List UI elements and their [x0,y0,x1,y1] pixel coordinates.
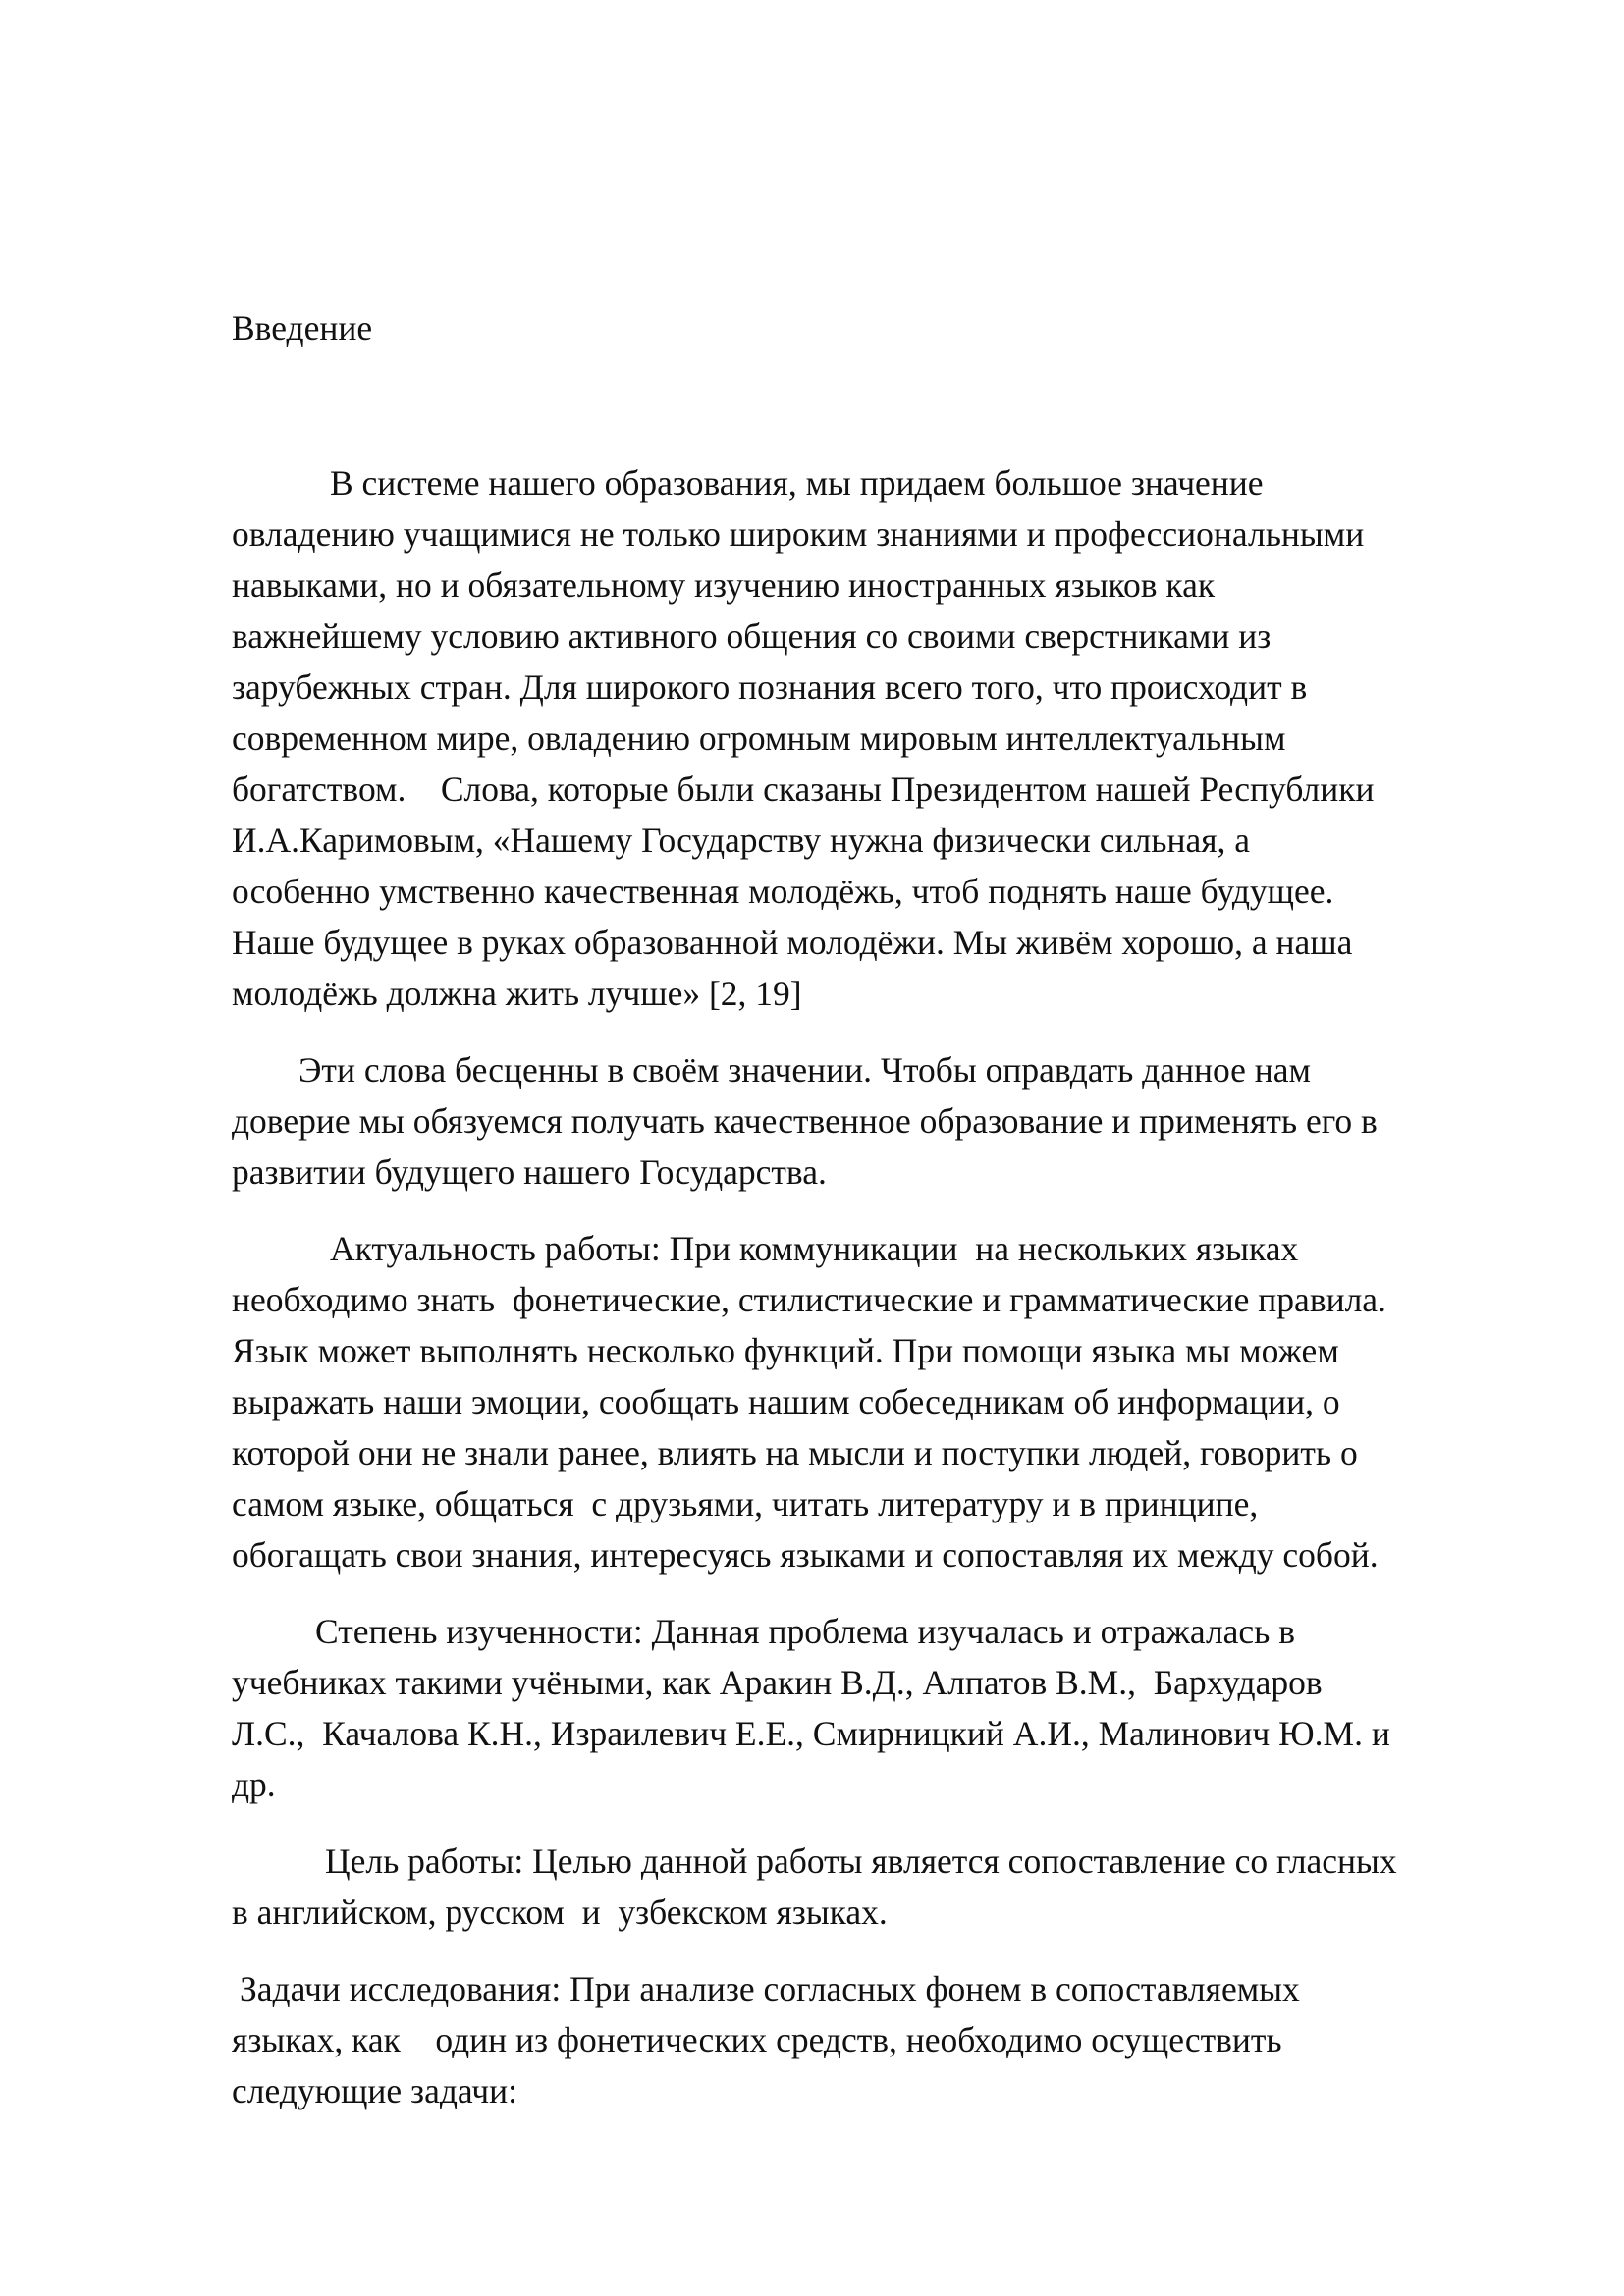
text-line: доверие мы обязуемся получать качественное образование и применять его в [232,1101,1378,1141]
text-line: обогащать свои знания, интересуясь языками и сопоставляя их между собой. [232,1535,1379,1575]
text-line: овладению учащимися не только широким знаниями и профессиональными [232,514,1365,554]
document-body [232,302,1528,2116]
text-line: самом языке, общаться с друзьями, читать литературу и в принципе, [232,1484,1259,1523]
text-line: молодёжь должна жить лучше» [2, 19] [232,974,802,1013]
text-line: Язык может выполнять несколько функций. При помощи языка мы можем [232,1331,1339,1370]
text-line: которой они не знали ранее, влиять на мысли и поступки людей, говорить о [232,1433,1358,1472]
text-line: важнейшему условию активного общения со своими сверстниками из [232,616,1272,656]
text-line: Эти слова бесценны в своём значении. Чтобы оправдать данное нам [298,1050,1312,1090]
text-line: Л.С., Качалова К.Н., Израилевич Е.Е., Смирницкий А.И., Малинович Ю.М. и [232,1714,1390,1753]
text-line: др. [232,1765,276,1804]
text-line: Актуальность работы: При коммуникации на нескольких языках [330,1229,1299,1268]
paragraph-quote-comment [232,1044,1528,1198]
text-line: необходимо знать фонетические, стилистические и грамматические правила. [232,1280,1386,1319]
paragraph-degree-of-study [232,1606,1528,1810]
text-line: И.А.Каримовым, «Нашему Государству нужна физически сильная, а [232,821,1251,860]
text-line: навыками, но и обязательному изучению иностранных языков как [232,565,1216,605]
text-line: следующие задачи: [232,2071,517,2110]
text-line: особенно умственно качественная молодёжь, чтоб поднять наше будущее. [232,872,1334,911]
text-line: Наше будущее в руках образованной молодёжи. Мы живём хорошо, а наша [232,923,1353,962]
paragraph-goal [232,1836,1528,1938]
text-line: Цель работы: Целью данной работы является сопоставление со гласных [325,1842,1397,1881]
section-heading: Введение [232,308,373,347]
text-line: в английском, русском и узбекском языках. [232,1893,888,1932]
text-line: современном мире, овладению огромным мировым интеллектуальным [232,719,1286,758]
text-line: В системе нашего образования, мы придаем большое значение [330,463,1264,503]
paragraph-relevance [232,1223,1528,1580]
text-line: выражать наши эмоции, сообщать нашим собеседникам об информации, о [232,1382,1340,1421]
text-line: учебниках такими учёными, как Аракин В.Д., Алпатов В.М., Бархударов [232,1663,1323,1702]
text-line: развитии будущего нашего Государства. [232,1152,827,1192]
paragraph-intro [232,457,1528,1019]
text-line: Степень изученности: Данная проблема изучалась и отражалась в [315,1612,1296,1651]
text-line: богатством. Слова, которые были сказаны Президентом нашей Республики [232,770,1375,809]
paragraph-tasks [232,1963,1528,2116]
text-line: Задачи исследования: При анализе согласных фонем в сопоставляемых [240,1969,1300,2008]
text-line: зарубежных стран. Для широкого познания всего того, что происходит в [232,667,1308,707]
text-line: языках, как один из фонетических средств, необходимо осуществить [232,2020,1282,2059]
